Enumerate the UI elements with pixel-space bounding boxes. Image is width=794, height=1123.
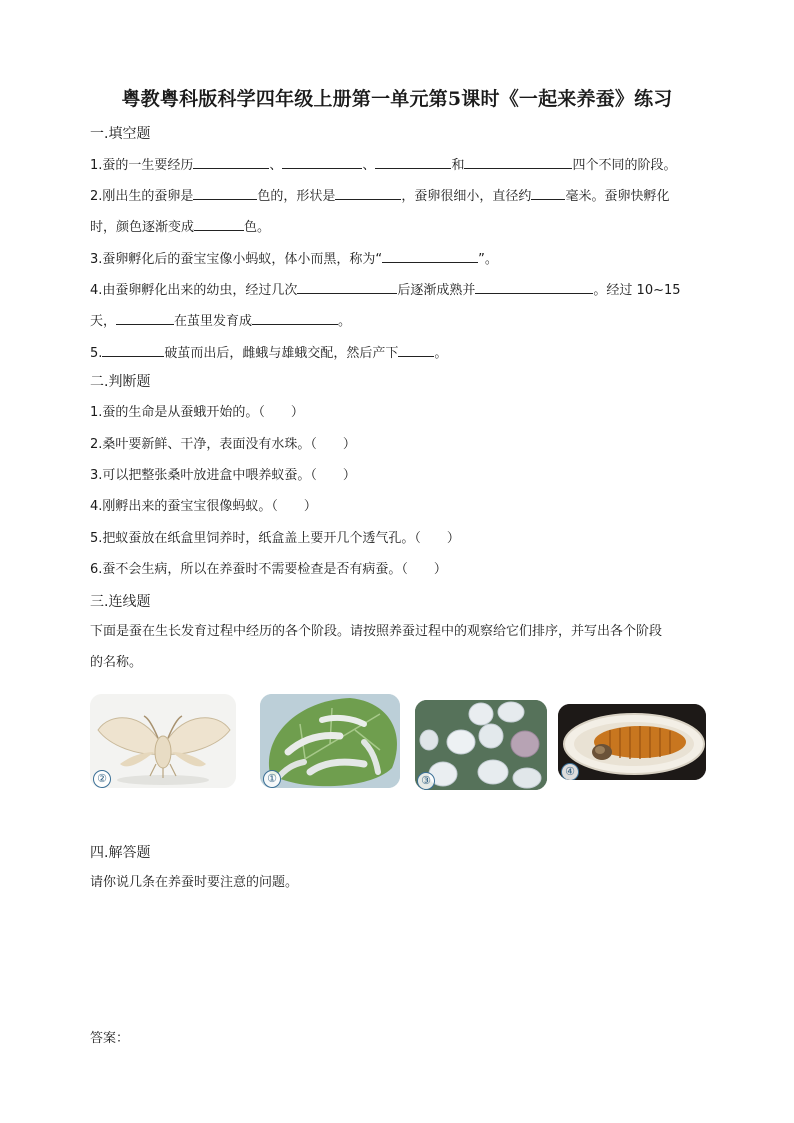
answer-blank[interactable]	[193, 154, 269, 169]
answer-blank[interactable]	[531, 185, 565, 200]
silk-moth-image[interactable]	[90, 694, 236, 788]
tf-item[interactable]: 4.刚孵出来的蚕宝宝很像蚂蚁。（ ）	[90, 499, 317, 514]
question-5: 5. 破茧而出后，雌蛾与雄蛾交配，然后产下 。	[90, 342, 447, 364]
silkworm-larvae-illustration	[260, 694, 400, 788]
question-1: 1.蚕的一生要经历 、 、 和 四个不同的阶段。	[90, 154, 676, 176]
answer-label: 答案：	[90, 1031, 130, 1046]
answer-blank[interactable]	[116, 310, 174, 325]
tf-item[interactable]: 5.把蚁蚕放在纸盒里饲养时，纸盒盖上要开几个透气孔。（ ）	[90, 531, 460, 546]
answer-blank[interactable]	[375, 154, 451, 169]
answer-blank[interactable]	[194, 216, 244, 231]
tf-item[interactable]: 2.桑叶要新鲜、干净，表面没有水珠。（ ）	[90, 437, 356, 452]
answer-blank[interactable]	[475, 279, 593, 294]
answer-blank[interactable]	[335, 185, 401, 200]
image-number-badge: ②	[93, 770, 111, 788]
silkworm-eggs-illustration	[415, 700, 547, 790]
matching-instructions-cont: 的名称。	[90, 655, 143, 670]
short-answer-question: 请你说几条在养蚕时要注意的问题。	[90, 875, 299, 890]
answer-blank[interactable]	[282, 154, 362, 169]
tf-item[interactable]: 1.蚕的生命是从蚕蛾开始的。（ ）	[90, 405, 304, 420]
silkworm-pupa-illustration	[558, 704, 706, 780]
question-4-cont: 天， 在茧里发育成 。	[90, 310, 351, 332]
image-number-badge: ①	[263, 770, 281, 788]
answer-blank[interactable]	[464, 154, 572, 169]
matching-instructions: 下面是蚕在生长发育过程中经历的各个阶段。请按照养蚕过程中的观察给它们排序，并写出各个阶段	[90, 624, 663, 639]
page-title: 粤教粤科版科学四年级上册第一单元第5课时《一起来养蚕》练习	[121, 88, 673, 110]
answer-blank[interactable]	[297, 279, 397, 294]
tf-item[interactable]: 6.蚕不会生病，所以在养蚕时不需要检查是否有病蚕。（ ）	[90, 562, 447, 577]
image-number-badge: ③	[417, 772, 435, 790]
silkworm-eggs-image[interactable]	[415, 700, 547, 790]
silkworm-larvae-image[interactable]	[260, 694, 400, 788]
silk-moth-illustration	[90, 694, 236, 788]
answer-blank[interactable]	[252, 310, 338, 325]
question-4: 4.由蚕卵孵化出来的幼虫，经过几次 后逐渐成熟并 。经过 10~15	[90, 279, 681, 301]
image-number-badge: ④	[561, 763, 579, 780]
answer-blank[interactable]	[382, 248, 478, 263]
answer-blank[interactable]	[193, 185, 257, 200]
section-heading-true-false: 二.判断题	[90, 374, 151, 390]
question-3: 3.蚕卵孵化后的蚕宝宝像小蚂蚁，体小而黑，称为“ ”。	[90, 248, 498, 270]
section-heading-fill-in: 一.填空题	[90, 126, 151, 142]
section-heading-matching: 三.连线题	[90, 594, 151, 610]
question-2: 2.刚出生的蚕卵是 色的，形状是 ，蚕卵很细小，直径约 毫米。蚕卵快孵化	[90, 185, 669, 207]
answer-blank[interactable]	[398, 342, 434, 357]
section-heading-short-answer: 四.解答题	[90, 845, 151, 861]
silkworm-pupa-image[interactable]	[558, 704, 706, 780]
answer-blank[interactable]	[102, 342, 164, 357]
question-2-cont: 时，颜色逐渐变成 色。	[90, 216, 270, 238]
tf-item[interactable]: 3.可以把整张桑叶放进盒中喂养蚁蚕。（ ）	[90, 468, 356, 483]
